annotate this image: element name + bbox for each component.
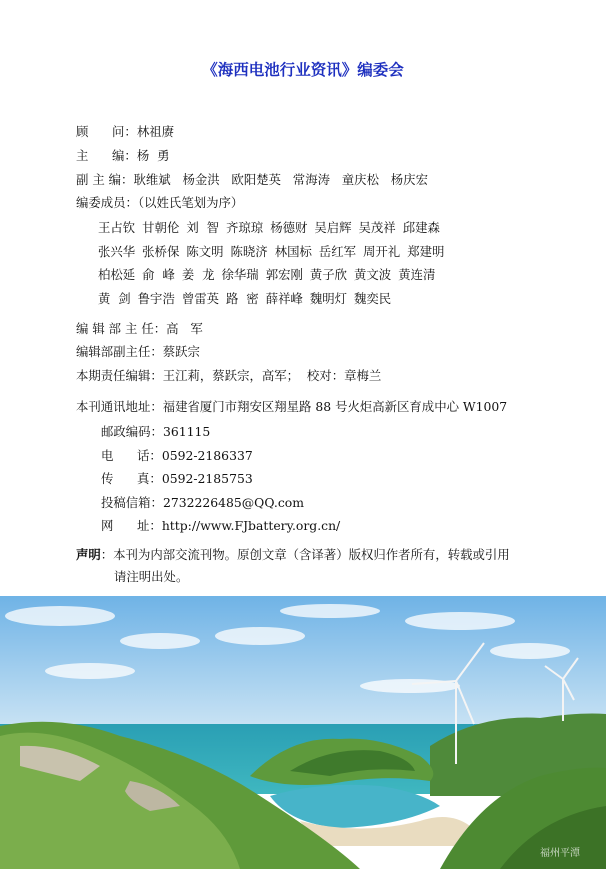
member-name: 路 密 — [226, 290, 259, 306]
vice-director-line — [76, 343, 200, 360]
members-list — [98, 218, 451, 312]
deputy-editors-line — [76, 171, 428, 188]
issue-editors-label: 本期责任编辑： — [76, 368, 163, 383]
member-name: 邱建森 — [402, 220, 440, 235]
issue-editors-names: 王江莉，蔡跃宗，高军； 校对：章梅兰 — [162, 368, 382, 383]
statement-label: 声明 — [76, 547, 101, 562]
chief-editor-name: 杨 勇 — [136, 148, 170, 163]
statement-text: ：本刊为内部交流刊物。原创文章（含译著）版权归作者所有，转载或引用 — [100, 547, 510, 562]
member-name: 曾雷英 — [181, 290, 220, 306]
statement-line — [76, 546, 510, 563]
email-label: 投稿信箱： — [101, 495, 163, 510]
landscape-illustration — [0, 596, 606, 869]
website-line — [101, 516, 340, 534]
member-name: 黄子欣 — [309, 267, 348, 282]
website-label: 网 址： — [101, 518, 162, 533]
member-name: 黄连清 — [398, 267, 436, 282]
member-name: 陈文明 — [186, 243, 224, 259]
phone-label: 电 话： — [101, 448, 162, 463]
member-name: 魏明灯 — [309, 290, 348, 306]
member-name: 张桥保 — [142, 243, 180, 259]
director-line — [76, 320, 203, 337]
deputy-editors-label: 副 主 编： — [76, 172, 134, 187]
member-row — [98, 289, 451, 313]
member-row — [98, 218, 451, 242]
phone-line — [101, 446, 253, 464]
member-name: 王占钦 — [98, 220, 136, 235]
email-line — [101, 493, 304, 511]
member-name: 吴启辉 — [314, 220, 352, 235]
adviser-label: 顾 问： — [76, 124, 137, 139]
member-name: 张兴华 — [98, 243, 136, 259]
fax-value: 0592-2185753 — [161, 471, 253, 486]
adviser-line — [76, 123, 174, 140]
issue-editors-line — [76, 367, 381, 384]
address-value: 福建省厦门市翔安区翔星路 88 号火炬高新区育成中心 W1007 — [162, 399, 508, 414]
member-name: 齐琼琼 — [226, 220, 264, 235]
member-name: 刘 智 — [186, 220, 220, 235]
member-name: 杨德财 — [270, 220, 308, 235]
member-name: 柏松延 — [98, 267, 136, 282]
chief-editor-label: 主 编： — [76, 148, 137, 163]
member-name: 郑建明 — [407, 243, 445, 259]
member-name: 魏奕民 — [354, 290, 392, 306]
page-title: 《海西电池行业资讯》编委会 — [202, 61, 404, 79]
member-name: 薛祥峰 — [265, 290, 303, 306]
member-name: 黄文波 — [354, 267, 392, 282]
adviser-name: 林祖赓 — [136, 124, 174, 139]
coastal-landscape-photo — [0, 596, 606, 869]
address-line — [76, 398, 507, 415]
member-name: 林国标 — [274, 243, 312, 259]
fax-label: 传 真： — [101, 471, 162, 486]
postcode-line — [101, 422, 210, 440]
member-name: 陈晓济 — [230, 243, 268, 259]
address-label: 本刊通讯地址： — [76, 399, 163, 414]
member-name: 吴茂祥 — [358, 220, 396, 235]
website-link[interactable]: http://www.FJbattery.org.cn/ — [161, 518, 341, 533]
member-name: 姜 龙 — [181, 267, 215, 282]
photo-credit: 福州平潭 — [540, 848, 580, 859]
member-name: 黄 剑 — [98, 290, 131, 306]
chief-editor-line — [76, 147, 169, 164]
member-name: 周开礼 — [363, 243, 401, 259]
member-name: 甘朝伦 — [142, 220, 180, 235]
email-value[interactable]: 2732226485@QQ.com — [162, 495, 304, 510]
phone-value: 0592-2186337 — [161, 448, 253, 463]
member-name: 徐华瑞 — [221, 267, 259, 282]
member-row — [98, 242, 451, 266]
director-label: 编 辑 部 主 任： — [76, 321, 167, 336]
postcode-value: 361115 — [162, 424, 211, 439]
member-name: 鲁宇浩 — [137, 290, 175, 306]
vice-director-name: 蔡跃宗 — [162, 344, 200, 359]
statement-line-2: 请注明出处。 — [114, 569, 189, 584]
deputy-editors-names: 耿维斌 杨金洪 欧阳楚英 常海涛 童庆松 杨庆宏 — [133, 172, 428, 187]
member-name: 俞 峰 — [142, 267, 175, 282]
members-heading: 编委成员：（以姓氏笔划为序） — [76, 195, 244, 210]
fax-line — [101, 469, 253, 487]
postcode-label: 邮政编码： — [101, 424, 163, 439]
member-row — [98, 265, 451, 289]
member-name: 岳红军 — [318, 243, 357, 259]
vice-director-label: 编辑部副主任： — [76, 344, 163, 359]
member-name: 郭宏刚 — [265, 267, 303, 282]
director-name: 高 军 — [166, 321, 203, 336]
